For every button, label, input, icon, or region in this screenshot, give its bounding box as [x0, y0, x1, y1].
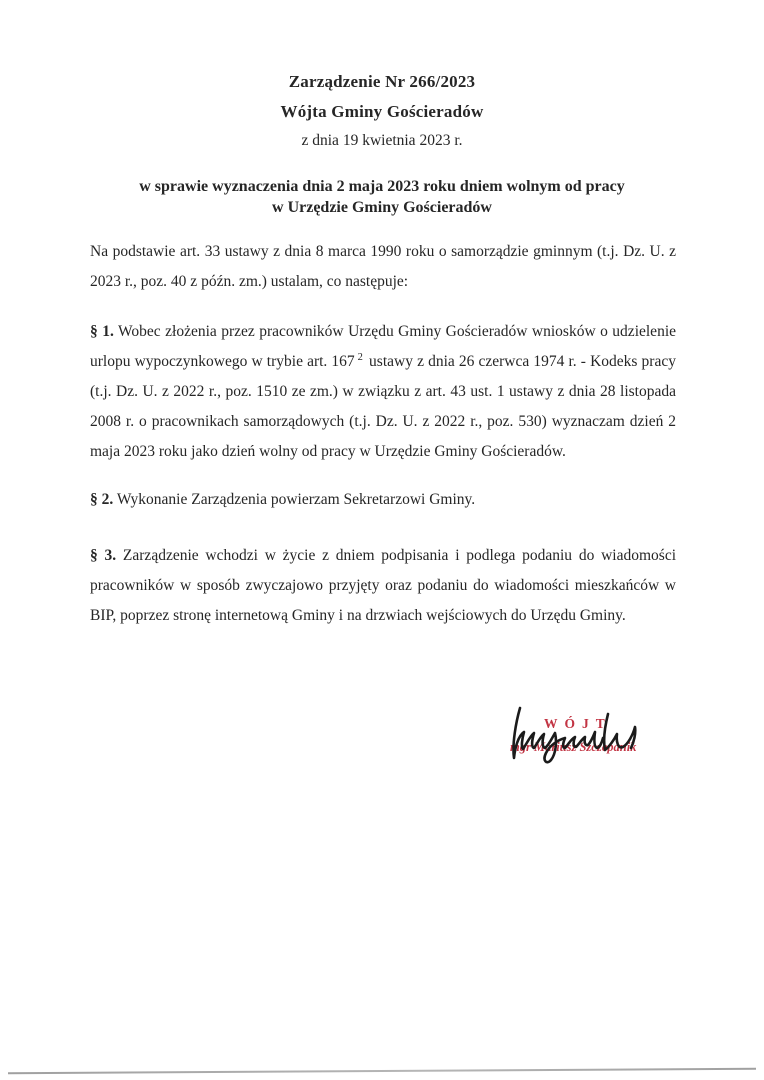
signer-role-stamp: WÓJT [544, 716, 612, 731]
section-1-marker: § 1. [90, 323, 114, 340]
issuing-authority: Wójta Gminy Gościeradów [280, 102, 484, 121]
signature-block [498, 700, 668, 780]
section-3-text: Zarządzenie wchodzi w życie z dniem podpisania i podlega podaniu do wiadomości pracowników w sposób zwyczajowo przyjęty oraz podaniu do wiadomości mieszkańców w BIP, poprzez stronę internetową Gminy i na drzwiach wejściowych do Urzędu Gminy. [90, 547, 677, 624]
section-3-marker: § 3. [90, 547, 117, 564]
document-body [0, 237, 764, 631]
document-header [0, 0, 764, 218]
preamble-paragraph: Na podstawie art. 33 ustawy z dnia 8 marca 1990 roku o samorządzie gminnym (t.j. Dz. U. z 2023 r., poz. 40 z późn. zm.) ustalam, co następuje: [90, 243, 676, 290]
section-1-text-a: Wobec złożenia przez pracowników Urzędu Gminy Gościeradów wniosków o udzielenie urlopu wypoczynkowego w trybie art. 167 [90, 323, 676, 370]
paragraph-section-1 [90, 317, 676, 467]
page-scan-edge-line [8, 1068, 756, 1074]
section-1-text-b: ustawy z dnia 26 czerwca 1974 r. - Kodeks pracy (t.j. Dz. U. z 2022 r., poz. 1510 ze zm.) w związku z art. 43 ust. 1 ustawy z dnia 28 listopada 2008 r. o pracownikach samorządowych (t.j. Dz. U. z 2022 r., poz. 530) wyznaczam dzień 2 maja 2023 roku jako dzień wolny od pracy w Urzędzie Gminy Gościeradów. [90, 353, 676, 460]
paragraph-section-3 [90, 541, 676, 631]
document-subject [102, 176, 662, 218]
section-1-superscript: 2 [357, 352, 363, 363]
subject-line-1: w sprawie wyznaczenia dnia 2 maja 2023 roku dniem wolnym od pracy [139, 178, 625, 195]
section-2-text: Wykonanie Zarządzenia powierzam Sekretarzowi Gminy. [113, 491, 476, 508]
issue-date: z dnia 19 kwietnia 2023 r. [301, 132, 463, 149]
ordinance-number: Zarządzenie Nr 266/2023 [288, 72, 476, 91]
subject-line-2: w Urzędzie Gminy Gościeradów [272, 199, 492, 216]
section-2-marker: § 2. [90, 491, 114, 508]
signer-name-stamp: mgr Mariusz Szczepanik [510, 740, 637, 754]
handwritten-signature [504, 702, 644, 768]
paragraph-section-2 [90, 485, 676, 515]
